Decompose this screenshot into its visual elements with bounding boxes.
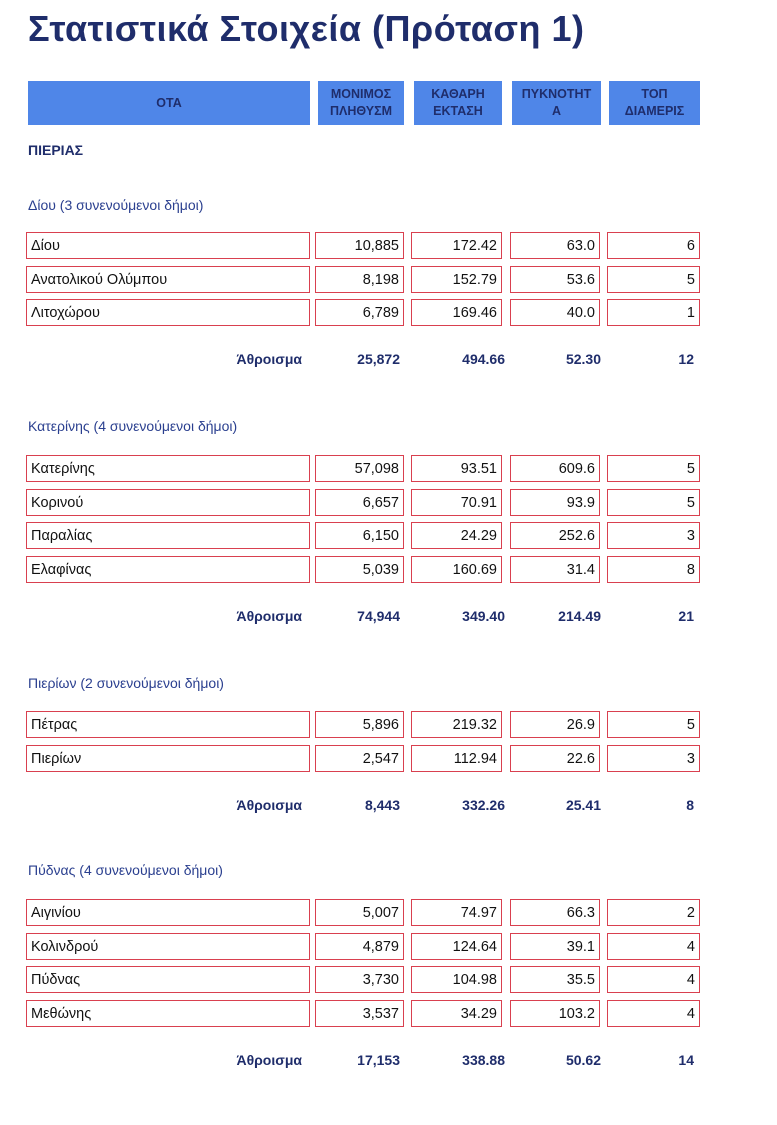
sum-label: Άθροισμα: [236, 797, 302, 813]
cell-population: 5,896: [315, 711, 404, 738]
cell-area: 169.46: [411, 299, 502, 326]
sum-value: 338.88: [462, 1052, 505, 1068]
cell-density: 35.5: [510, 966, 600, 993]
header-density: ΠΥΚΝΟΤΗΤ Α: [512, 81, 601, 125]
cell-area: 34.29: [411, 1000, 502, 1027]
sum-value: 214.49: [558, 608, 601, 624]
cell-districts: 5: [607, 455, 700, 482]
cell-population: 3,537: [315, 1000, 404, 1027]
cell-population: 10,885: [315, 232, 404, 259]
sum-value: 25,872: [357, 351, 400, 367]
cell-ota: Πιερίων: [26, 745, 310, 772]
cell-density: 39.1: [510, 933, 600, 960]
cell-ota: Παραλίας: [26, 522, 310, 549]
cell-districts: 4: [607, 1000, 700, 1027]
cell-ota: Λιτοχώρου: [26, 299, 310, 326]
cell-population: 4,879: [315, 933, 404, 960]
sum-value: 50.62: [565, 1052, 601, 1068]
cell-districts: 3: [607, 745, 700, 772]
cell-districts: 2: [607, 899, 700, 926]
cell-districts: 5: [607, 711, 700, 738]
header-area: ΚΑΘΑΡΗ ΕΚΤΑΣΗ: [414, 81, 502, 125]
cell-area: 112.94: [411, 745, 502, 772]
cell-population: 6,789: [315, 299, 404, 326]
cell-ota: Πέτρας: [26, 711, 310, 738]
cell-districts: 5: [607, 489, 700, 516]
cell-ota: Κατερίνης: [26, 455, 310, 482]
cell-districts: 4: [607, 933, 700, 960]
cell-ota: Ανατολικού Ολύμπου: [26, 266, 310, 293]
group-title: Πύδνας (4 συνενούμενοι δήμοι): [28, 862, 223, 878]
sum-label: Άθροισμα: [236, 351, 302, 367]
cell-ota: Πύδνας: [26, 966, 310, 993]
cell-districts: 5: [607, 266, 700, 293]
sum-value: 21: [678, 608, 694, 624]
sum-label: Άθροισμα: [236, 1052, 302, 1068]
cell-population: 5,007: [315, 899, 404, 926]
page-title: Στατιστικά Στοιχεία (Πρόταση 1): [28, 8, 585, 49]
cell-area: 160.69: [411, 556, 502, 583]
sum-value: 332.26: [462, 797, 505, 813]
cell-districts: 3: [607, 522, 700, 549]
group-title: Κατερίνης (4 συνενούμενοι δήμοι): [28, 418, 238, 434]
sum-value: 8,443: [364, 797, 400, 813]
cell-density: 31.4: [510, 556, 600, 583]
header-districts: ΤΟΠ ΔΙΑΜΕΡΙΣ: [609, 81, 700, 125]
cell-density: 66.3: [510, 899, 600, 926]
cell-area: 219.32: [411, 711, 502, 738]
cell-population: 2,547: [315, 745, 404, 772]
sum-value: 349.40: [462, 608, 505, 624]
cell-density: 252.6: [510, 522, 600, 549]
cell-area: 152.79: [411, 266, 502, 293]
cell-area: 93.51: [411, 455, 502, 482]
sum-value: 17,153: [357, 1052, 400, 1068]
sum-value: 74,944: [357, 608, 400, 624]
header-population: ΜΟΝΙΜΟΣ ΠΛΗΘΥΣΜ: [318, 81, 404, 125]
cell-area: 70.91: [411, 489, 502, 516]
cell-density: 103.2: [510, 1000, 600, 1027]
cell-ota: Αιγινίου: [26, 899, 310, 926]
region-label: ΠΙΕΡΙΑΣ: [28, 142, 84, 158]
cell-population: 5,039: [315, 556, 404, 583]
group-title: Δίου (3 συνενούμενοι δήμοι): [28, 197, 204, 213]
sum-value: 494.66: [462, 351, 505, 367]
sum-value: 25.41: [565, 797, 601, 813]
cell-ota: Δίου: [26, 232, 310, 259]
cell-area: 104.98: [411, 966, 502, 993]
cell-population: 8,198: [315, 266, 404, 293]
cell-area: 124.64: [411, 933, 502, 960]
cell-density: 22.6: [510, 745, 600, 772]
cell-districts: 8: [607, 556, 700, 583]
sum-value: 12: [678, 351, 694, 367]
sum-label: Άθροισμα: [236, 608, 302, 624]
cell-density: 53.6: [510, 266, 600, 293]
cell-area: 74.97: [411, 899, 502, 926]
cell-density: 63.0: [510, 232, 600, 259]
header-ota: ΟΤΑ: [28, 81, 310, 125]
cell-districts: 1: [607, 299, 700, 326]
cell-area: 24.29: [411, 522, 502, 549]
cell-districts: 4: [607, 966, 700, 993]
cell-ota: Κολινδρού: [26, 933, 310, 960]
cell-density: 40.0: [510, 299, 600, 326]
cell-population: 6,150: [315, 522, 404, 549]
sum-value: 14: [678, 1052, 694, 1068]
cell-districts: 6: [607, 232, 700, 259]
sum-value: 8: [686, 797, 694, 813]
sum-value: 52.30: [565, 351, 601, 367]
cell-density: 609.6: [510, 455, 600, 482]
cell-population: 6,657: [315, 489, 404, 516]
cell-area: 172.42: [411, 232, 502, 259]
cell-density: 26.9: [510, 711, 600, 738]
cell-population: 57,098: [315, 455, 404, 482]
cell-ota: Μεθώνης: [26, 1000, 310, 1027]
cell-density: 93.9: [510, 489, 600, 516]
group-title: Πιερίων (2 συνενούμενοι δήμοι): [28, 675, 224, 691]
cell-ota: Ελαφίνας: [26, 556, 310, 583]
cell-population: 3,730: [315, 966, 404, 993]
cell-ota: Κορινού: [26, 489, 310, 516]
